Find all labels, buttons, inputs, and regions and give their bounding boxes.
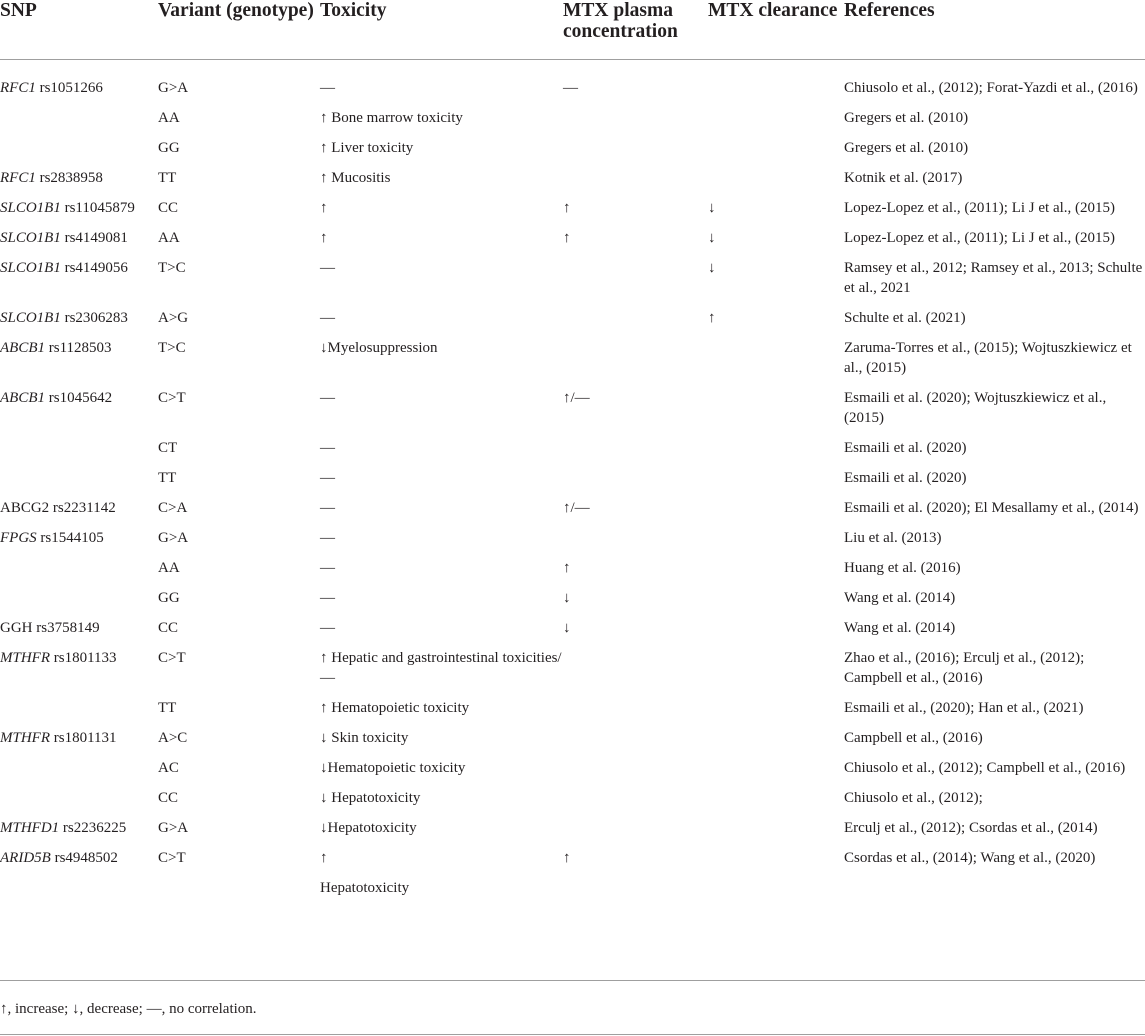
cell-toxicity — [320, 788, 563, 818]
cell-toxicity — [320, 498, 563, 528]
cell-references: Chiusolo et al., (2012); Campbell et al., (2016) — [844, 760, 1126, 776]
cell-variant: C>A — [158, 500, 188, 516]
cell-references: Gregers et al. (2010) — [844, 140, 969, 156]
cell-references: Kotnik et al. (2017) — [844, 170, 963, 186]
table-row — [0, 588, 1145, 618]
toxicity-text-continued: Hepatotoxicity — [320, 880, 410, 896]
cell-toxicity — [320, 618, 563, 648]
header-variant: Variant (genotype) — [158, 0, 314, 21]
gene-name: ABCB1 — [0, 340, 45, 356]
toxicity-text: — — [320, 440, 335, 456]
cell-references: Chiusolo et al., (2012); Forat-Yazdi et al., (2016) — [844, 80, 1138, 96]
cell-clearance — [708, 558, 844, 588]
cell-toxicity — [320, 228, 563, 258]
toxicity-text: ↓Hematopoietic toxicity — [320, 760, 466, 776]
cell-snp — [0, 338, 158, 388]
snp-id: rs1544105 — [36, 530, 104, 546]
toxicity-text: ↑ Hematopoietic toxicity — [320, 700, 470, 716]
table-row — [0, 698, 1145, 728]
gene-name: SLCO1B1 — [0, 200, 61, 216]
cell-variant: C>T — [158, 650, 186, 666]
toxicity-text: ↑ — [320, 200, 328, 216]
cell-clearance — [708, 728, 844, 758]
cell-variant: GG — [158, 590, 180, 606]
cell-references: Esmaili et al. (2020) — [844, 440, 967, 456]
gene-name: MTHFR — [0, 650, 50, 666]
cell-snp — [0, 258, 158, 308]
cell-clearance: ↓ — [708, 260, 716, 276]
cell-plasma-concentration — [563, 648, 708, 698]
cell-plasma-concentration: — — [563, 80, 578, 96]
toxicity-text: — — [320, 500, 335, 516]
table-row — [0, 438, 1145, 468]
cell-clearance — [708, 818, 844, 848]
header-clearance: MTX clearance — [708, 0, 838, 21]
cell-toxicity — [320, 108, 563, 138]
cell-variant: GG — [158, 140, 180, 156]
cell-toxicity — [320, 558, 563, 588]
toxicity-text: — — [320, 470, 335, 486]
gene-name: FPGS — [0, 530, 37, 546]
cell-clearance — [708, 138, 844, 168]
cell-plasma-concentration — [563, 258, 708, 308]
cell-plasma-concentration — [563, 108, 708, 138]
toxicity-text: — — [320, 310, 335, 326]
table-row — [0, 618, 1145, 648]
cell-snp — [0, 228, 158, 258]
cell-plasma-concentration: ↑ — [563, 200, 571, 216]
cell-references: Esmaili et al. (2020) — [844, 470, 967, 486]
cell-clearance: ↓ — [708, 200, 716, 216]
snp-id: ABCG2 rs2231142 — [0, 500, 116, 516]
cell-plasma-concentration — [563, 468, 708, 498]
cell-references: Chiusolo et al., (2012); — [844, 790, 983, 806]
snp-id: rs11045879 — [60, 200, 135, 216]
table-row — [0, 498, 1145, 528]
cell-references: Lopez-Lopez et al., (2011); Li J et al., (2015) — [844, 200, 1116, 216]
cell-variant: CC — [158, 200, 179, 216]
snp-id: rs1128503 — [45, 340, 112, 356]
cell-references: Esmaili et al., (2020); Han et al., (2021) — [844, 700, 1084, 716]
toxicity-text: — — [320, 530, 335, 546]
cell-variant: G>A — [158, 530, 189, 546]
cell-references: Esmaili et al. (2020); Wojtuszkiewicz et al., (2015) — [844, 390, 1107, 426]
table-row — [0, 258, 1145, 308]
cell-references: Erculj et al., (2012); Csordas et al., (2014) — [844, 820, 1098, 836]
cell-references: Ramsey et al., 2012; Ramsey et al., 2013; Schulte et al., 2021 — [844, 260, 1143, 296]
snp-id: rs1051266 — [35, 80, 103, 96]
cell-variant: A>G — [158, 310, 189, 326]
cell-references: Wang et al. (2014) — [844, 590, 956, 606]
snp-id: rs4149056 — [60, 260, 128, 276]
table-row — [0, 468, 1145, 498]
table-row — [0, 338, 1145, 388]
cell-snp — [0, 388, 158, 438]
cell-snp — [0, 588, 158, 618]
cell-toxicity — [320, 198, 563, 228]
cell-plasma-concentration: ↑/— — [563, 500, 590, 516]
cell-clearance: ↑ — [708, 310, 716, 326]
gene-name: ARID5B — [0, 850, 51, 866]
cell-snp — [0, 468, 158, 498]
cell-toxicity — [320, 648, 563, 698]
cell-clearance — [708, 388, 844, 438]
snp-id: rs1045642 — [45, 390, 113, 406]
toxicity-text: — — [320, 390, 335, 406]
gene-name: MTHFD1 — [0, 820, 60, 836]
cell-plasma-concentration — [563, 818, 708, 848]
toxicity-text: ↑ Hepatic and gastrointestinal toxicities/— — [320, 650, 562, 686]
cell-snp — [0, 558, 158, 588]
toxicity-text: — — [320, 80, 335, 96]
cell-references: Zaruma-Torres et al., (2015); Wojtuszkiewicz et al., (2015) — [844, 340, 1132, 376]
cell-toxicity — [320, 308, 563, 338]
toxicity-text: ↑ — [320, 850, 328, 866]
cell-variant: G>A — [158, 820, 189, 836]
cell-variant: AC — [158, 760, 179, 776]
cell-clearance — [708, 108, 844, 138]
table-row — [0, 648, 1145, 698]
toxicity-text: ↓Hepatotoxicity — [320, 820, 417, 836]
header-plasma-concentration: MTX plasma concentration — [563, 0, 678, 42]
cell-toxicity — [320, 60, 563, 109]
cell-references: Campbell et al., (2016) — [844, 730, 983, 746]
table-row — [0, 558, 1145, 588]
snp-id: rs4149081 — [60, 230, 128, 246]
gene-name: SLCO1B1 — [0, 310, 61, 326]
cell-snp — [0, 698, 158, 728]
cell-references: Liu et al. (2013) — [844, 530, 942, 546]
cell-toxicity — [320, 528, 563, 558]
cell-references: Esmaili et al. (2020); El Mesallamy et al., (2014) — [844, 500, 1139, 516]
cell-clearance — [708, 60, 844, 109]
cell-toxicity — [320, 818, 563, 848]
cell-snp — [0, 108, 158, 138]
cell-snp — [0, 138, 158, 168]
cell-snp — [0, 498, 158, 528]
cell-plasma-concentration: ↑ — [563, 850, 571, 866]
cell-snp — [0, 648, 158, 698]
table-row — [0, 848, 1145, 912]
cell-references: Huang et al. (2016) — [844, 560, 961, 576]
table-row — [0, 728, 1145, 758]
cell-toxicity — [320, 848, 563, 912]
cell-clearance — [708, 588, 844, 618]
table-row — [0, 818, 1145, 848]
cell-clearance — [708, 168, 844, 198]
cell-toxicity — [320, 758, 563, 788]
cell-plasma-concentration — [563, 438, 708, 468]
cell-snp — [0, 618, 158, 648]
cell-variant: T>C — [158, 340, 186, 356]
cell-plasma-concentration — [563, 528, 708, 558]
gene-name: SLCO1B1 — [0, 230, 61, 246]
cell-plasma-concentration — [563, 168, 708, 198]
cell-clearance — [708, 848, 844, 912]
toxicity-text: ↓Myelosuppression — [320, 340, 438, 356]
cell-snp — [0, 438, 158, 468]
cell-variant: TT — [158, 170, 177, 186]
cell-variant: CT — [158, 440, 178, 456]
footnote: ↑, increase; ↓, decrease; —, no correlation. — [0, 1001, 257, 1017]
cell-toxicity — [320, 438, 563, 468]
cell-snp — [0, 308, 158, 338]
cell-snp — [0, 168, 158, 198]
cell-clearance — [708, 698, 844, 728]
cell-plasma-concentration — [563, 698, 708, 728]
toxicity-text: ↑ Mucositis — [320, 170, 391, 186]
cell-snp — [0, 728, 158, 758]
cell-toxicity — [320, 258, 563, 308]
cell-plasma-concentration — [563, 788, 708, 818]
cell-variant: CC — [158, 620, 179, 636]
snp-id: GGH rs3758149 — [0, 620, 100, 636]
table-row — [0, 528, 1145, 558]
cell-snp — [0, 60, 158, 109]
snp-id: rs4948502 — [50, 850, 118, 866]
cell-snp — [0, 848, 158, 912]
snp-id: rs2306283 — [60, 310, 128, 326]
gene-name: ABCB1 — [0, 390, 45, 406]
toxicity-text: ↓ Hepatotoxicity — [320, 790, 421, 806]
cell-clearance — [708, 468, 844, 498]
cell-clearance — [708, 618, 844, 648]
cell-variant: AA — [158, 110, 180, 126]
cell-references: Zhao et al., (2016); Erculj et al., (2012); Campbell et al., (2016) — [844, 650, 1085, 686]
toxicity-text: ↑ Bone marrow toxicity — [320, 110, 463, 126]
cell-variant: TT — [158, 700, 177, 716]
cell-plasma-concentration — [563, 338, 708, 388]
cell-toxicity — [320, 138, 563, 168]
cell-variant: T>C — [158, 260, 186, 276]
toxicity-text: — — [320, 260, 335, 276]
table-row — [0, 788, 1145, 818]
snp-id: rs1801131 — [50, 730, 117, 746]
cell-toxicity — [320, 468, 563, 498]
cell-references: Wang et al. (2014) — [844, 620, 956, 636]
cell-plasma-concentration: ↓ — [563, 620, 571, 636]
cell-toxicity — [320, 168, 563, 198]
cell-snp — [0, 818, 158, 848]
toxicity-text: ↑ Liver toxicity — [320, 140, 414, 156]
snp-id: rs2838958 — [35, 170, 103, 186]
cell-plasma-concentration: ↑/— — [563, 390, 590, 406]
cell-snp — [0, 528, 158, 558]
cell-plasma-concentration: ↓ — [563, 590, 571, 606]
gene-name: RFC1 — [0, 170, 36, 186]
table-row — [0, 198, 1145, 228]
table-row — [0, 228, 1145, 258]
cell-toxicity — [320, 728, 563, 758]
toxicity-text: ↑ — [320, 230, 328, 246]
cell-toxicity — [320, 338, 563, 388]
cell-plasma-concentration — [563, 758, 708, 788]
cell-variant: A>C — [158, 730, 188, 746]
cell-snp — [0, 788, 158, 818]
gene-name: MTHFR — [0, 730, 50, 746]
toxicity-text: — — [320, 620, 335, 636]
cell-variant: AA — [158, 560, 180, 576]
cell-clearance — [708, 498, 844, 528]
table-row — [0, 108, 1145, 138]
header-toxicity: Toxicity — [320, 0, 387, 21]
cell-snp — [0, 198, 158, 228]
table-body — [0, 60, 1145, 913]
cell-clearance — [708, 788, 844, 818]
cell-clearance — [708, 338, 844, 388]
cell-plasma-concentration — [563, 728, 708, 758]
cell-variant: TT — [158, 470, 177, 486]
table-row — [0, 168, 1145, 198]
cell-toxicity — [320, 588, 563, 618]
cell-snp — [0, 758, 158, 788]
cell-plasma-concentration: ↑ — [563, 230, 571, 246]
table-row — [0, 758, 1145, 788]
toxicity-text: — — [320, 590, 335, 606]
cell-clearance — [708, 438, 844, 468]
toxicity-text: ↓ Skin toxicity — [320, 730, 409, 746]
cell-clearance — [708, 758, 844, 788]
cell-references: Csordas et al., (2014); Wang et al., (2020) — [844, 850, 1096, 866]
cell-toxicity — [320, 698, 563, 728]
table-row — [0, 388, 1145, 438]
table-row — [0, 60, 1145, 109]
cell-toxicity — [320, 388, 563, 438]
cell-variant: CC — [158, 790, 179, 806]
table-header — [0, 0, 1145, 60]
cell-references: Schulte et al. (2021) — [844, 310, 966, 326]
cell-plasma-concentration — [563, 308, 708, 338]
footnote-bottom-rule — [0, 1034, 1145, 1035]
header-references: References — [844, 0, 935, 21]
footnote-top-rule — [0, 980, 1145, 981]
snp-id: rs1801133 — [50, 650, 117, 666]
toxicity-text: — — [320, 560, 335, 576]
cell-variant: C>T — [158, 850, 186, 866]
cell-variant: AA — [158, 230, 180, 246]
header-snp: SNP — [0, 0, 37, 21]
table-row — [0, 138, 1145, 168]
table-row — [0, 308, 1145, 338]
cell-references: Gregers et al. (2010) — [844, 110, 969, 126]
cell-plasma-concentration: ↑ — [563, 560, 571, 576]
cell-references: Lopez-Lopez et al., (2011); Li J et al., (2015) — [844, 230, 1116, 246]
cell-clearance — [708, 648, 844, 698]
cell-plasma-concentration — [563, 138, 708, 168]
gene-name: RFC1 — [0, 80, 36, 96]
cell-clearance: ↓ — [708, 230, 716, 246]
snp-id: rs2236225 — [59, 820, 127, 836]
cell-variant: G>A — [158, 80, 189, 96]
cell-variant: C>T — [158, 390, 186, 406]
cell-clearance — [708, 528, 844, 558]
gene-name: SLCO1B1 — [0, 260, 61, 276]
